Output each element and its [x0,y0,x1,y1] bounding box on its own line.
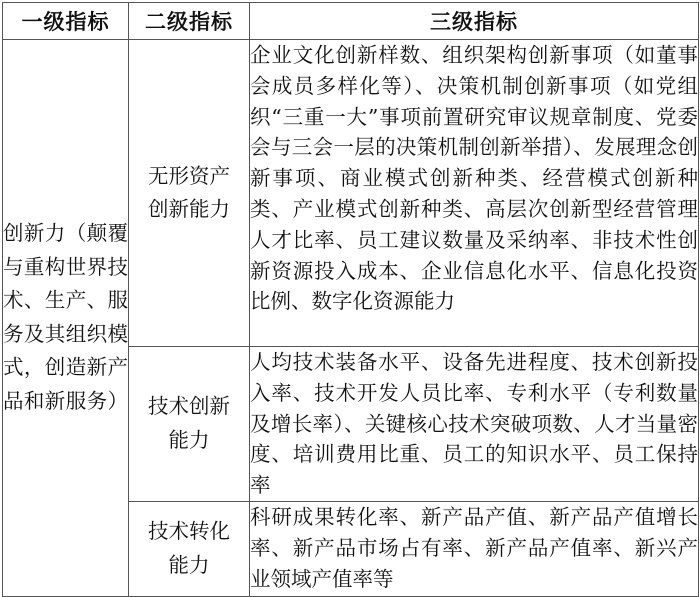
indicator-table [2,2,699,597]
level3-cell: 科研成果转化率、新产品产值、新产品产值增长率、新产品市场占有率、新产品产值率、新兴产业领域产值率等 [250,501,699,596]
level3-cell: 企业文化创新样数、组织架构创新事项（如董事会成员多样化等）、决策机制创新事项（如党组织“三重一大”事项前置研究审议规章制度、党委会与三会一层的决策机制创新举措）、发展理念创新事项、商业模式创新种类、经营模式创新种类、产业模式创新种类、高层次创新型经营管理人才比率、员工建议数量及采纳率、非技术性创新资源投入成本、企业信息化水平、信息化投资比例、数字化资源能力 [250,40,699,347]
level3-cell: 人均技术装备水平、设备先进程度、技术创新投入率、技术开发人员比率、专利水平（专利数量及增长率）、关键核心技术突破项数、人才当量密度、培训费用比重、员工的知识水平、员工保持率 [250,347,699,502]
level1-cell: 创新力（颠覆与重构世界技术、生产、服务及其组织模式，创造新产品和新服务） [3,40,129,597]
table-row [3,40,699,347]
header-row [3,3,699,40]
header-level1: 一级指标 [3,3,129,40]
level2-cell [129,347,250,502]
header-level2: 二级指标 [129,3,250,40]
header-level3: 三级指标 [250,3,699,40]
level2-label: 技术转化能力 [148,519,230,577]
level2-cell [129,40,250,347]
level2-label: 技术创新能力 [148,394,230,452]
level2-cell [129,501,250,596]
level2-label: 无形资产创新能力 [148,163,230,221]
